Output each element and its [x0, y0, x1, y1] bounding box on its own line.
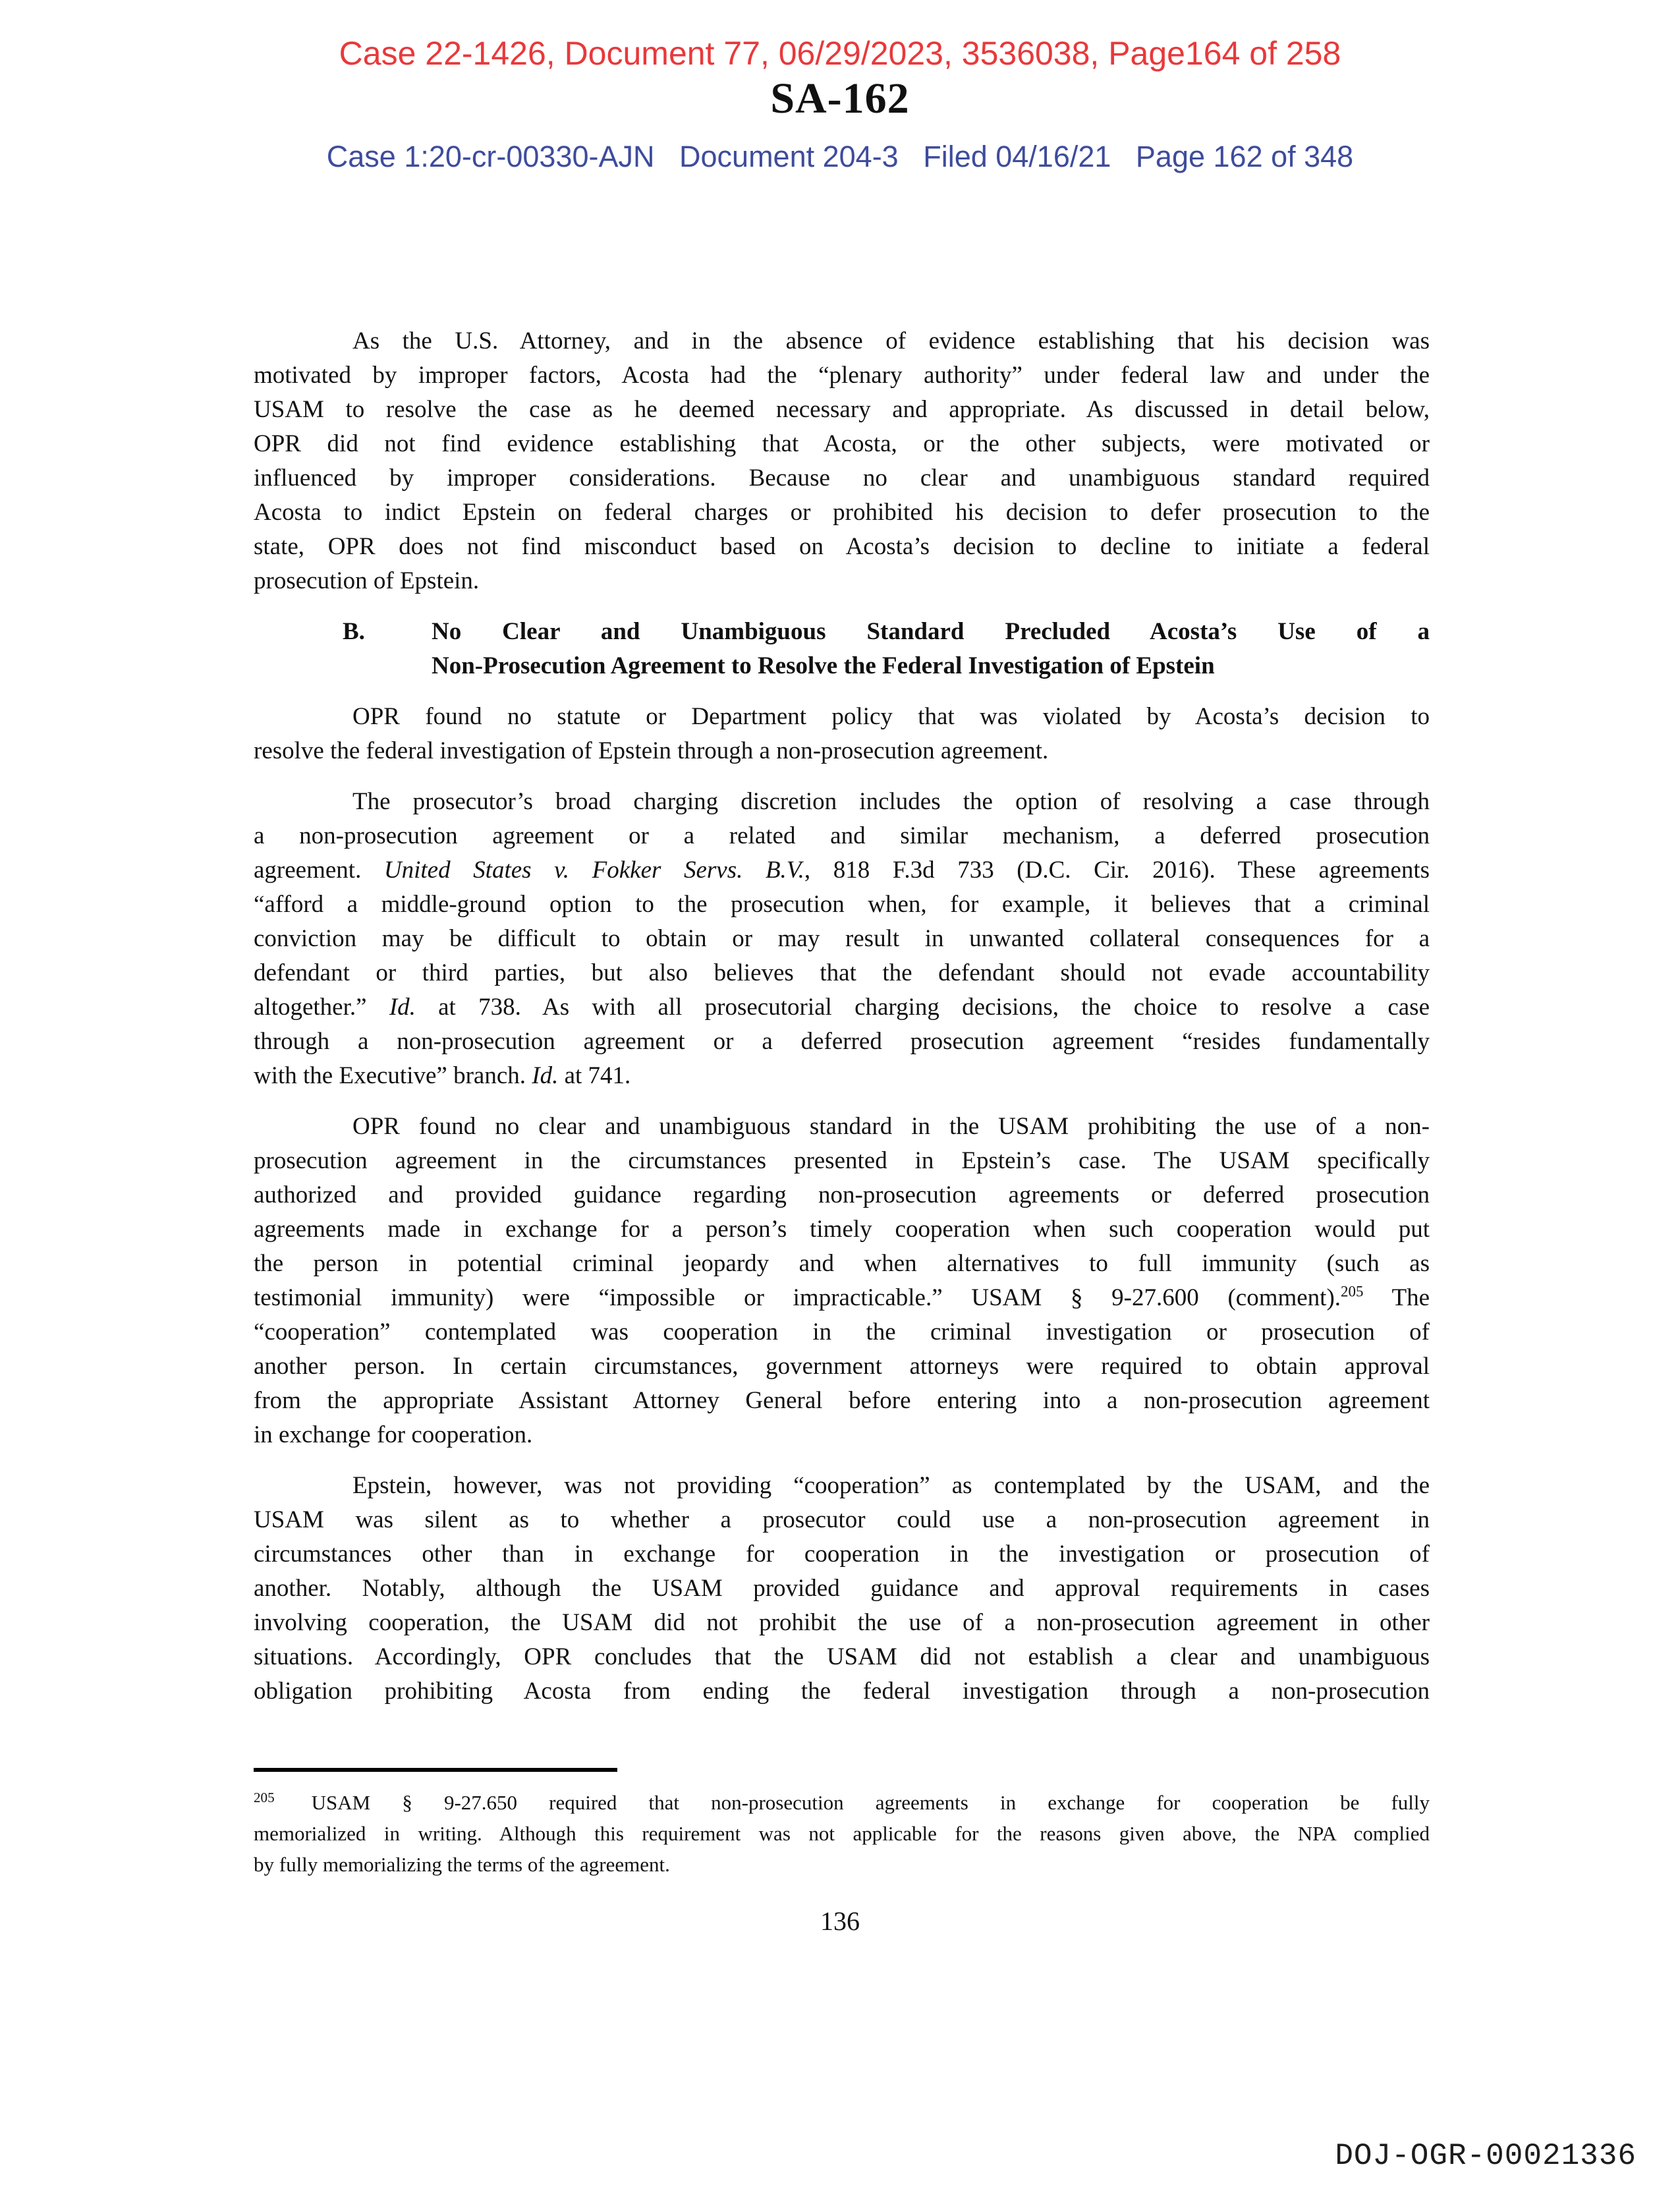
text-line	[254, 461, 1430, 496]
text-line	[254, 853, 1430, 888]
text-line	[254, 1606, 1430, 1640]
text-line	[254, 956, 1430, 990]
text-run: OPR found no statute or Department policy that was violated by Acosta’s decision to	[352, 703, 1430, 730]
paragraph	[254, 785, 1430, 1093]
text-line	[254, 1144, 1430, 1178]
text-run: Epstein, however, was not providing “cooperation” as contemplated by the USAM, and the	[352, 1472, 1430, 1499]
text-line	[254, 427, 1430, 461]
text-run: motivated by improper factors, Acosta had the “plenary authority” under federal law and under the	[254, 362, 1430, 389]
text-run: through a non-prosecution agreement or a deferred prosecution agreement “resides fundamentally	[254, 1028, 1430, 1055]
text-line	[254, 1787, 1430, 1818]
section-label: B.	[343, 618, 365, 645]
text-line	[254, 1110, 1430, 1144]
paragraph	[254, 1110, 1430, 1452]
document-body	[254, 324, 1430, 1709]
text-line	[254, 324, 1430, 358]
text-run: Non-Prosecution Agreement to Resolve the Federal Investigation of Epstein	[432, 652, 1215, 679]
text-line	[254, 1212, 1430, 1247]
text-run: prosecution agreement in the circumstances presented in Epstein’s case. The USAM specifically	[254, 1147, 1430, 1174]
text-line	[254, 496, 1430, 530]
text-run: As the U.S. Attorney, and in the absence of evidence establishing that his decision was	[352, 327, 1430, 354]
text-run: No Clear and Unambiguous Standard Precluded Acosta’s Use of a	[432, 618, 1430, 645]
text-line	[254, 1572, 1430, 1606]
text-line	[254, 1640, 1430, 1674]
section-heading	[254, 615, 1430, 683]
text-run: , 818 F.3d 733 (D.C. Cir. 2016). These agreements	[804, 857, 1430, 884]
text-line	[254, 1281, 1430, 1315]
case-citation: Id.	[389, 994, 416, 1021]
text-run: by fully memorializing the terms of the agreement.	[254, 1853, 670, 1876]
text-run: Acosta to indict Epstein on federal charges or prohibited his decision to defer prosecution to the	[254, 499, 1430, 526]
text-line	[254, 1025, 1430, 1059]
text-run: the person in potential criminal jeopardy and when alternatives to full immunity (such as	[254, 1250, 1430, 1277]
bates-number: DOJ-OGR-00021336	[1335, 2139, 1637, 2173]
text-run: obligation prohibiting Acosta from ending the federal investigation through a non-prosecution	[254, 1678, 1430, 1705]
text-run: a non-prosecution agreement or a related and similar mechanism, a deferred prosecution	[254, 822, 1430, 849]
footnote	[254, 1787, 1430, 1880]
text-run: in exchange for cooperation.	[254, 1421, 533, 1448]
text-run: another person. In certain circumstances, government attorneys were required to obtain approval	[254, 1353, 1430, 1380]
text-run: conviction may be difficult to obtain or may result in unwanted collateral consequences for a	[254, 925, 1430, 952]
text-run: from the appropriate Assistant Attorney General before entering into a non-prosecution agreement	[254, 1387, 1430, 1414]
text-line	[254, 1315, 1430, 1349]
text-run: with the Executive” branch.	[254, 1062, 532, 1089]
text-line	[254, 1247, 1430, 1281]
text-run: The	[1363, 1284, 1430, 1311]
text-run: influenced by improper considerations. Because no clear and unambiguous standard required	[254, 465, 1430, 492]
text-line	[254, 393, 1430, 427]
case-citation: Id.	[532, 1062, 559, 1089]
text-run: involving cooperation, the USAM did not prohibit the use of a non-prosecution agreement in other	[254, 1609, 1430, 1636]
text-line	[254, 700, 1430, 734]
text-line	[432, 649, 1430, 683]
text-run: OPR found no clear and unambiguous standard in the USAM prohibiting the use of a non-	[352, 1113, 1430, 1140]
text-run: agreement.	[254, 857, 384, 884]
text-line	[254, 922, 1430, 956]
footnote-reference: 205	[1341, 1283, 1364, 1300]
text-line	[254, 530, 1430, 564]
text-run: another. Notably, although the USAM provided guidance and approval requirements in cases	[254, 1575, 1430, 1602]
text-run: “cooperation” contemplated was cooperation in the criminal investigation or prosecution of	[254, 1319, 1430, 1346]
page-number: 136	[820, 1906, 860, 1936]
case-citation: United States v. Fokker Servs. B.V.	[383, 857, 804, 884]
district-case-header: Case 1:20-cr-00330-AJN Document 204-3 Filed 04/16/21 Page 162 of 348	[326, 140, 1354, 173]
text-run: agreements made in exchange for a person’s timely cooperation when such cooperation would put	[254, 1216, 1430, 1243]
text-run: altogether.”	[254, 994, 389, 1021]
text-line	[432, 615, 1430, 649]
text-line	[254, 1849, 1430, 1880]
appendix-stamp: SA-162	[770, 74, 910, 123]
text-run: defendant or third parties, but also believes that the defendant should not evade accountability	[254, 959, 1430, 986]
text-run: testimonial immunity) were “impossible or impracticable.” USAM § 9-27.600 (comment).	[254, 1284, 1341, 1311]
paragraph	[254, 1469, 1430, 1709]
appellate-case-header: Case 22-1426, Document 77, 06/29/2023, 3536038, Page164 of 258	[339, 35, 1341, 72]
text-line	[254, 564, 1430, 598]
text-line	[254, 1418, 1430, 1452]
text-run: memorialized in writing. Although this requirement was not applicable for the reasons given above, the NPA complied	[254, 1822, 1430, 1845]
paragraph	[254, 700, 1430, 768]
paragraph	[254, 324, 1430, 598]
text-line	[254, 990, 1430, 1025]
text-line	[254, 888, 1430, 922]
text-run: prosecution of Epstein.	[254, 567, 480, 594]
text-run: at 738. As with all prosecutorial charging decisions, the choice to resolve a case	[415, 994, 1430, 1021]
text-line	[254, 1503, 1430, 1537]
text-line	[254, 1818, 1430, 1849]
text-run: at 741.	[558, 1062, 631, 1089]
text-line	[254, 1349, 1430, 1384]
text-run: state, OPR does not find misconduct based on Acosta’s decision to decline to initiate a federal	[254, 533, 1430, 560]
text-line	[254, 358, 1430, 393]
text-run: OPR did not find evidence establishing that Acosta, or the other subjects, were motivated or	[254, 430, 1430, 457]
text-line	[254, 1178, 1430, 1212]
text-line	[254, 785, 1430, 819]
text-run: situations. Accordingly, OPR concludes that the USAM did not establish a clear and unambiguous	[254, 1643, 1430, 1670]
text-line	[254, 734, 1430, 768]
text-run: USAM was silent as to whether a prosecutor could use a non-prosecution agreement in	[254, 1506, 1430, 1533]
text-line	[254, 1674, 1430, 1709]
text-run: USAM § 9-27.650 required that non-prosecution agreements in exchange for cooperation be fully	[311, 1791, 1430, 1814]
text-line	[254, 1384, 1430, 1418]
text-line	[254, 819, 1430, 853]
text-line	[254, 1537, 1430, 1572]
footnote-separator	[254, 1768, 617, 1772]
text-run: circumstances other than in exchange for cooperation in the investigation or prosecution of	[254, 1541, 1430, 1568]
text-run: resolve the federal investigation of Epstein through a non-prosecution agreement.	[254, 737, 1049, 764]
text-run: The prosecutor’s broad charging discretion includes the option of resolving a case through	[352, 788, 1430, 815]
text-run: USAM to resolve the case as he deemed necessary and appropriate. As discussed in detail below,	[254, 396, 1430, 423]
text-run: authorized and provided guidance regarding non-prosecution agreements or deferred prosecution	[254, 1181, 1430, 1208]
text-line	[254, 1469, 1430, 1503]
text-run: “afford a middle-ground option to the prosecution when, for example, it believes that a criminal	[254, 891, 1430, 918]
footnote-marker: 205	[254, 1789, 275, 1805]
page-header	[0, 0, 1680, 174]
text-line	[254, 1059, 1430, 1093]
